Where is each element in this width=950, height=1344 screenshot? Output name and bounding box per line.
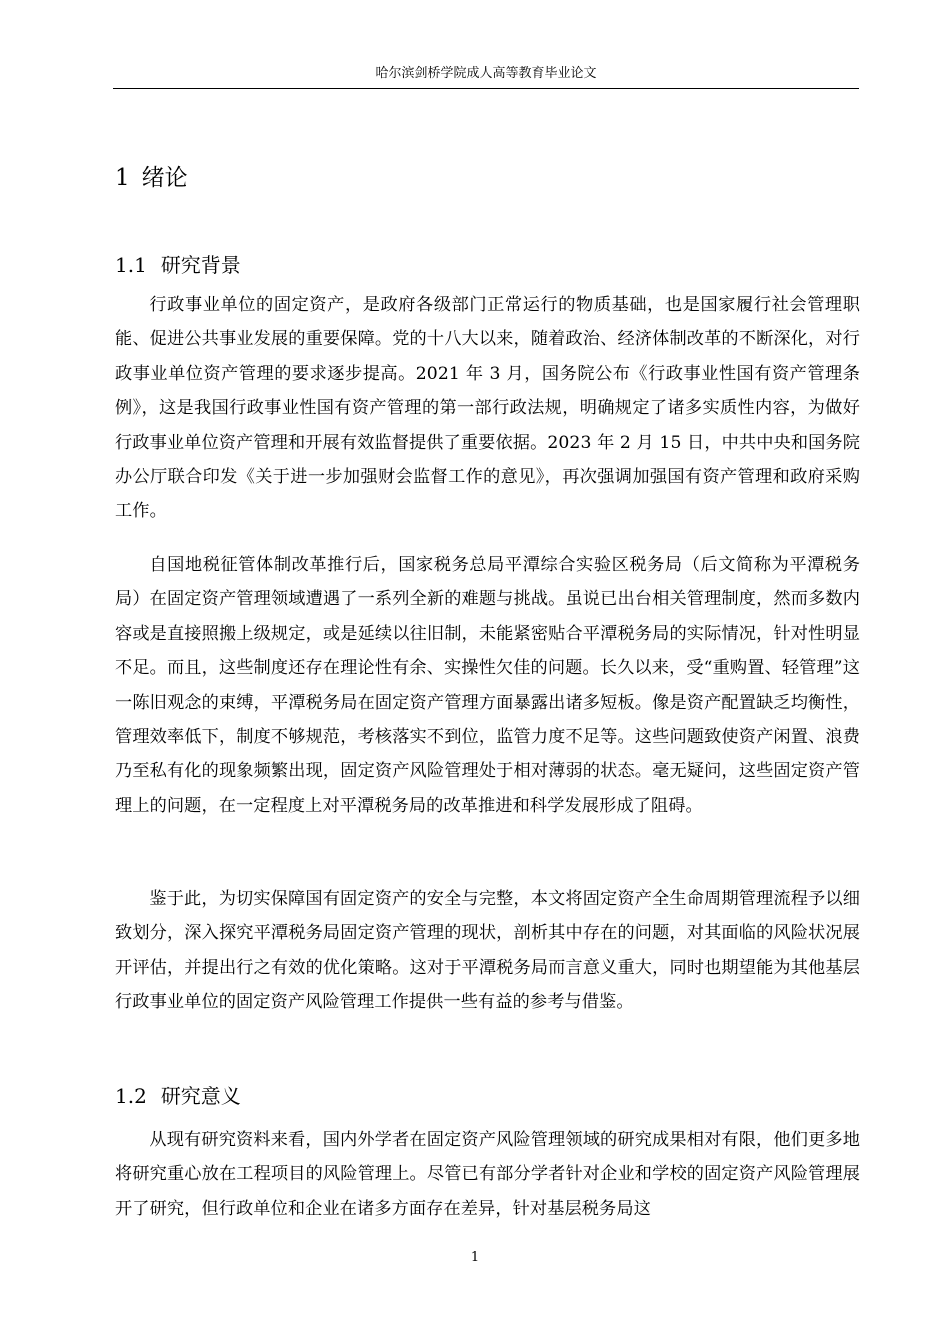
chapter-number: 1	[115, 165, 130, 191]
section-title: 研究意义	[160, 1084, 241, 1108]
section-title: 研究背景	[160, 253, 241, 277]
paragraph-background-2: 自国地税征管体制改革推行后，国家税务总局平潭综合实验区税务局（后文简称为平潭税务局）在固定资产管理领域遭遇了一系列全新的难题与挑战。虽说已出台相关管理制度，然而多数内容或是直接照搬上级规定，或是延续以往旧制，未能紧密贴合平潭税务局的实际情况，针对性明显不足。而且，这些制度还存在理论性有余、实操性欠佳的问题。长久以来，受“重购置、轻管理”这一陈旧观念的束缚，平潭税务局在固定资产管理方面暴露出诸多短板。像是资产配置缺乏均衡性，管理效率低下，制度不够规范，考核落实不到位，监管力度不足等。这些问题致使资产闲置、浪费乃至私有化的现象频繁出现，固定资产风险管理处于相对薄弱的状态。毫无疑问，这些固定资产管理上的问题，在一定程度上对平潭税务局的改革推进和科学发展形成了阻碍。	[115, 555, 860, 816]
section-number: 1.1	[115, 253, 147, 277]
section-heading-significance	[115, 1082, 241, 1110]
section-heading-background	[115, 251, 241, 279]
section-number: 1.2	[115, 1084, 147, 1108]
running-header: 哈尔滨剑桥学院成人高等教育毕业论文	[375, 66, 597, 81]
paragraph-background-1: 行政事业单位的固定资产，是政府各级部门正常运行的物质基础，也是国家履行社会管理职能、促进公共事业发展的重要保障。党的十八大以来，随着政治、经济体制改革的不断深化，对行政事业单位资产管理的要求逐步提高。2021 年 3 月，国务院公布《行政事业性国有资产管理条例》，这是我国行政事业性国有资产管理的第一部行政法规，明确规定了诸多实质性内容，为做好行政事业单位资产管理和开展有效监督提供了重要依据。2023 年 2 月 15 日，中共中央和国务院办公厅联合印发《关于进一步加强财会监督工作的意见》，再次强调加强国有资产管理和政府采购工作。	[115, 295, 860, 522]
page-number: 1	[470, 1250, 480, 1265]
header-rule	[113, 88, 859, 89]
paragraph-significance-1: 从现有研究资料来看，国内外学者在固定资产风险管理领域的研究成果相对有限，他们更多地将研究重心放在工程项目的风险管理上。尽管已有部分学者针对企业和学校的固定资产风险管理展开了研究，但行政单位和企业在诸多方面存在差异，针对基层税务局这	[115, 1130, 860, 1219]
chapter-heading	[115, 163, 188, 193]
paragraph-background-3: 鉴于此，为切实保障国有固定资产的安全与完整，本文将固定资产全生命周期管理流程予以细致划分，深入探究平潭税务局固定资产管理的现状，剖析其中存在的问题，对其面临的风险状况展开评估，并提出行之有效的优化策略。这对于平潭税务局而言意义重大，同时也期望能为其他基层行政事业单位的固定资产风险管理工作提供一些有益的参考与借鉴。	[115, 889, 860, 1013]
chapter-title: 绪论	[141, 165, 188, 191]
